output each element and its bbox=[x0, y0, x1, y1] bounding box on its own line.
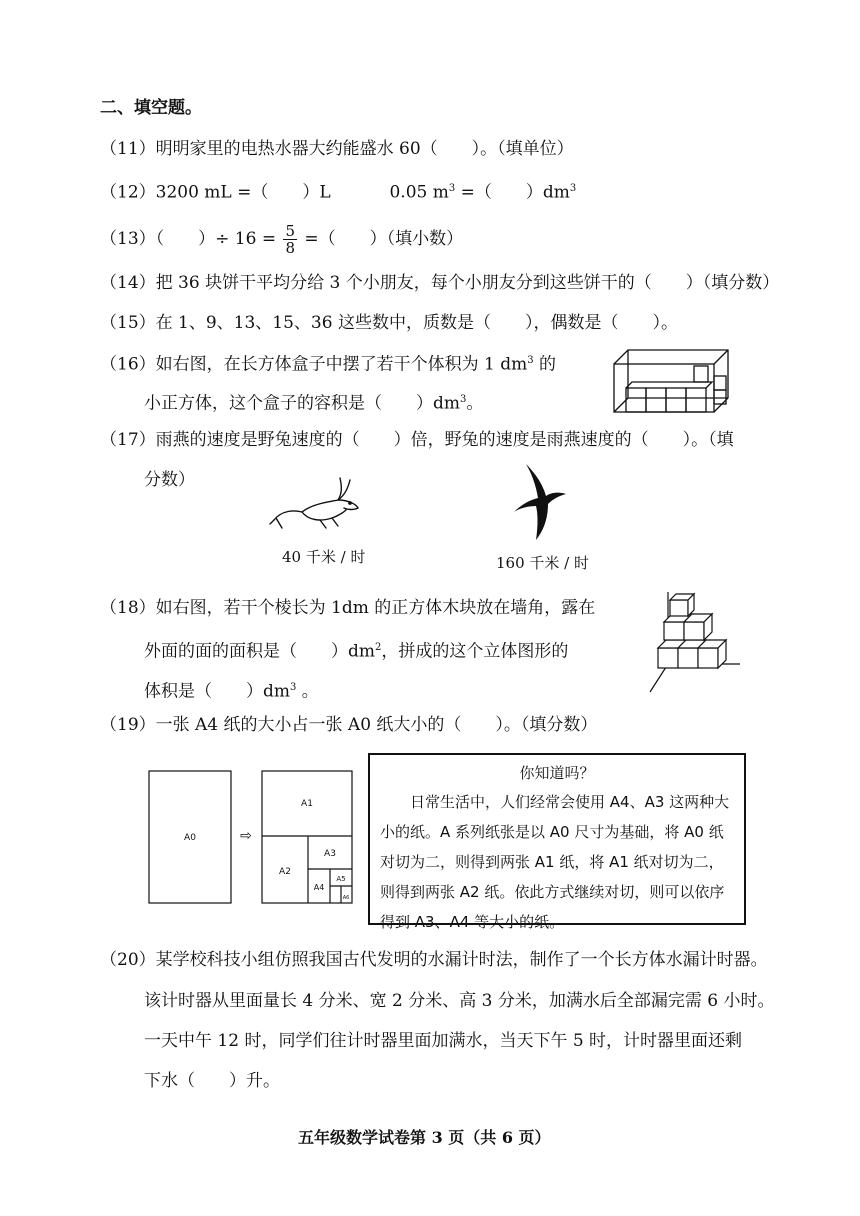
question-20-line-4: 下水（ ）升。 bbox=[144, 1071, 280, 1091]
fraction-five-eighths: $\frac{5}{8}$ bbox=[285, 222, 296, 257]
question-17-line-1: （17）雨燕的速度是野兔速度的（ ）倍，野兔的速度是雨燕速度的（ ）。（填 bbox=[100, 430, 734, 450]
question-15: （15）在 1、9、13、15、36 这些数中，质数是（ ），偶数是（ ）。 bbox=[100, 313, 678, 333]
a1-label: A1 bbox=[301, 799, 313, 809]
a5-label: A5 bbox=[336, 875, 346, 883]
question-18-line-1: （18）如右图，若干个棱长为 1dm 的正方体木块放在墙角，露在 bbox=[100, 598, 596, 618]
swift-speed-label: 160 千米 / 时 bbox=[496, 554, 589, 572]
a4-label: A4 bbox=[313, 883, 325, 892]
swift-bird-icon bbox=[512, 462, 568, 542]
question-20-line-1: （20）某学校科技小组仿照我国古代发明的水漏计时法，制作了一个长方体水漏计时器。 bbox=[100, 950, 768, 970]
paper-size-diagram bbox=[148, 770, 354, 904]
question-16-line-1: （16）如右图，在长方体盒子中摆了若干个体积为 1 $dm^3$ 的 bbox=[100, 354, 557, 375]
a2-label: A2 bbox=[279, 867, 291, 877]
question-12-part-a: （12）3200 mL =（ ）L bbox=[100, 182, 331, 203]
question-11: （11）明明家里的电热水器大约能盛水 60（ ）。（填单位） bbox=[100, 139, 574, 159]
section-title: 二、填空题。 bbox=[100, 98, 202, 118]
question-14: （14）把 36 块饼干平均分给 3 个小朋友，每个小朋友分到这些饼干的（ ）（填分数） bbox=[100, 273, 780, 293]
arrow-icon: ⇨ bbox=[240, 828, 252, 844]
question-18-line-2: 外面的面的面积是（ ）$dm^2$，拼成的这个立体图形的 bbox=[144, 641, 569, 662]
question-18-line-3: 体积是（ ）$dm^3$ 。 bbox=[144, 681, 319, 702]
question-19: （19）一张 A4 纸的大小占一张 A0 纸大小的（ ）。（填分数） bbox=[100, 715, 598, 735]
question-17-line-2: 分数） bbox=[144, 470, 195, 490]
did-you-know-box bbox=[368, 753, 746, 931]
a6-label: A6 bbox=[342, 895, 350, 901]
question-12-part-b: 0.05 m bbox=[389, 182, 449, 203]
did-you-know-body: 日常生活中，人们经常会使用 A4、A3 这两种大小的纸。A 系列纸张是以 A0 尺寸为基础，将 A0 纸对切为二，则得到两张 A1 纸，将 A1 纸对切为二，则得到两张 A2 纸。依此方式继续对切，则可以依序得到 A3、A4 等大小的纸。 bbox=[380, 793, 730, 931]
a0-label: A0 bbox=[184, 833, 196, 843]
did-you-know-title: 你知道吗？ bbox=[519, 764, 595, 782]
corner-cubes-figure bbox=[640, 592, 744, 694]
question-20-line-2: 该计时器从里面量长 4 分米、宽 2 分米、高 3 分米，加满水后全部漏完需 6 小时。 bbox=[144, 991, 775, 1011]
question-16-line-2: 小正方体，这个盒子的容积是（ ）$dm^3$。 bbox=[144, 393, 484, 414]
rabbit-speed-label: 40 千米 / 时 bbox=[282, 548, 366, 566]
page-footer: 五年级数学试卷第 3 页（共 6 页） bbox=[298, 1128, 551, 1147]
a3-label: A3 bbox=[324, 849, 336, 859]
rabbit-icon bbox=[268, 474, 364, 530]
box-cubes-figure bbox=[612, 348, 730, 414]
question-13: （13）（ ）÷ 16 = $\frac{5}{8}$ =（ ）（填小数） bbox=[100, 222, 464, 257]
question-12: （12）3200 mL =（ ）L 0.05 $m^3$ =（ ）$dm^3$ bbox=[100, 182, 577, 203]
question-20-line-3: 一天中午 12 时，同学们往计时器里面加满水，当天下午 5 时，计时器里面还剩 bbox=[144, 1031, 743, 1051]
